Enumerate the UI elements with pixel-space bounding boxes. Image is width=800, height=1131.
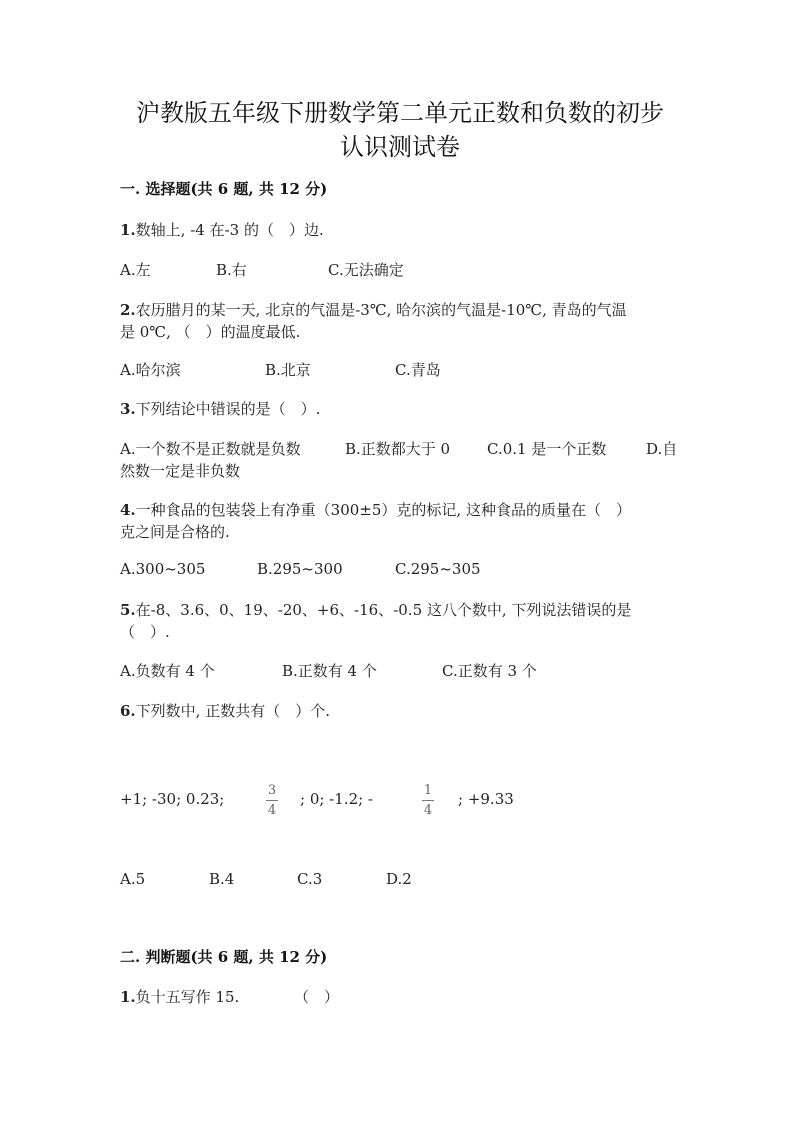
question-4-line2: 克之间是合格的. xyxy=(120,523,230,541)
q1-option-a: A.左 xyxy=(120,261,151,279)
question-text: 一种食品的包装袋上有净重（300±5）克的标记, 这种食品的质量在（ ） xyxy=(135,501,631,519)
fraction-bar xyxy=(266,800,278,801)
question-text: 负十五写作 15. xyxy=(135,988,240,1006)
q3-option-a: A.一个数不是正数就是负数 xyxy=(120,440,301,458)
q6-option-a: A.5 xyxy=(120,870,146,888)
section2-heading: 二. 判断题(共 6 题, 共 12 分) xyxy=(120,948,328,966)
question-2-line2: 是 0℃, （ ）的温度最低. xyxy=(120,323,301,341)
question-text: 下列结论中错误的是（ ）. xyxy=(135,400,321,418)
q2-option-b: B.北京 xyxy=(265,361,311,379)
q3-option-d: D.自 xyxy=(646,440,678,458)
question-text: 在-8、3.6、0、19、-20、+6、-16、-0.5 这八个数中, 下列说法错误的是 xyxy=(135,601,632,619)
section1-heading: 一. 选择题(共 6 题, 共 12 分) xyxy=(120,180,328,198)
fraction-numerator: 3 xyxy=(267,783,277,798)
question-6 xyxy=(120,700,330,721)
q4-option-a: A.300~305 xyxy=(120,560,206,578)
question-text: 农历腊月的某一天, 北京的气温是-3℃, 哈尔滨的气温是-10℃, 青岛的气温 xyxy=(135,301,627,319)
page-title-line2: 认识测试卷 xyxy=(340,133,460,161)
q1-option-c: C.无法确定 xyxy=(328,261,404,279)
question-4-line1 xyxy=(120,499,631,520)
question-text: 下列数中, 正数共有（ ）个. xyxy=(135,702,330,720)
question-2-line1 xyxy=(120,299,627,320)
question-1 xyxy=(120,219,324,240)
q5-option-b: B.正数有 4 个 xyxy=(282,662,377,680)
fraction-three-quarters xyxy=(266,783,278,818)
q3-option-d-cont: 然数一定是非负数 xyxy=(120,462,241,480)
q5-option-c: C.正数有 3 个 xyxy=(442,662,537,680)
judge-question-1 xyxy=(120,986,239,1007)
number-sequence-part1: +1; -30; 0.23; xyxy=(120,790,225,808)
q2-option-a: A.哈尔滨 xyxy=(120,361,181,379)
q3-option-c: C.0.1 是一个正数 xyxy=(487,440,607,458)
q4-option-c: C.295~305 xyxy=(395,560,481,578)
fraction-bar xyxy=(422,800,434,801)
question-5-line2: （ ）. xyxy=(120,623,170,641)
question-number: 1. xyxy=(120,221,136,239)
question-number: 6. xyxy=(120,702,136,720)
q6-option-b: B.4 xyxy=(209,870,235,888)
fraction-numerator: 1 xyxy=(423,783,433,798)
q4-option-b: B.295~300 xyxy=(257,560,343,578)
question-number: 3. xyxy=(120,400,136,418)
q6-option-c: C.3 xyxy=(297,870,323,888)
question-number: 1. xyxy=(120,988,136,1006)
question-number: 5. xyxy=(120,601,136,619)
question-5-line1 xyxy=(120,599,631,620)
question-text: 数轴上, -4 在-3 的（ ）边. xyxy=(135,221,324,239)
q3-option-b: B.正数都大于 0 xyxy=(345,440,451,458)
q6-option-d: D.2 xyxy=(386,870,412,888)
fraction-denominator: 4 xyxy=(267,803,277,818)
fraction-denominator: 4 xyxy=(423,803,433,818)
q2-option-c: C.青岛 xyxy=(395,361,441,379)
q1-option-b: B.右 xyxy=(216,261,247,279)
question-number: 4. xyxy=(120,501,136,519)
page-title-line1: 沪教版五年级下册数学第二单元正数和负数的初步 xyxy=(136,99,664,127)
question-3 xyxy=(120,398,320,419)
fraction-one-quarter xyxy=(422,783,434,818)
judge-answer-blank: （ ） xyxy=(294,988,340,1006)
number-sequence-part2: ; 0; -1.2; - xyxy=(300,790,374,808)
q5-option-a: A.负数有 4 个 xyxy=(120,662,215,680)
question-number: 2. xyxy=(120,301,136,319)
number-sequence-part3: ; +9.33 xyxy=(458,790,514,808)
